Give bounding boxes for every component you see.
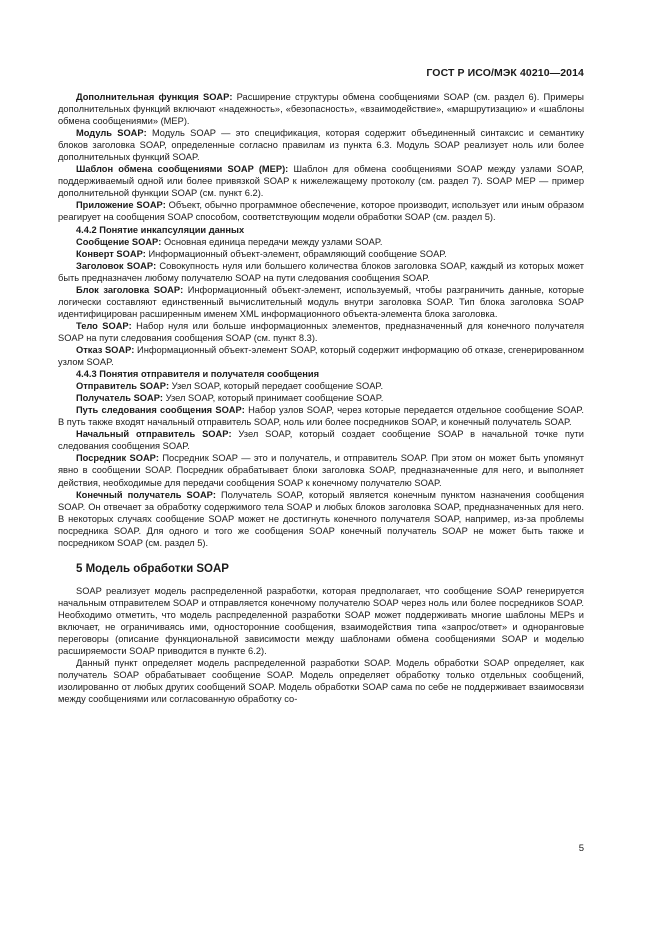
definition-term: Шаблон обмена сообщениями SOAP (MEP):	[76, 164, 289, 175]
definition-term: Путь следования сообщения SOAP:	[76, 405, 245, 416]
definition-paragraph	[58, 380, 584, 392]
section-heading-5: 5 Модель обработки SOAP	[76, 562, 229, 575]
subsection-heading-4-4-3: 4.4.3 Понятия отправителя и получателя сообщения	[76, 369, 320, 380]
definition-term: Получатель SOAP:	[76, 393, 164, 404]
definition-text: Модуль SOAP — это спецификация, которая содержит объединенный синтаксис и семантику блоков заголовка SOAP, определенные согласно правилам из пункта 6.3. Модуль SOAP реализует ноль или более дополнительных функций SOAP.	[58, 128, 584, 163]
definition-term: Приложение SOAP:	[76, 200, 166, 211]
definition-paragraph	[58, 392, 584, 404]
definition-text: Расширение структуры обмена сообщениями SOAP (см. раздел 6). Примеры дополнительных функций включают «надежность», «безопасность», «взаимодействие», «маршрутизацию» и «шаблоны обмена сообщениями» (MEP).	[58, 92, 584, 127]
definition-term: Дополнительная функция SOAP:	[76, 92, 233, 102]
definition-term: Сообщение SOAP:	[76, 236, 162, 247]
definition-term: Отказ SOAP:	[76, 344, 135, 355]
definition-text: Посредник SOAP — это и получатель, и отправитель SOAP. При этом он может быть упомянут явно в сообщении SOAP. Посредник обрабатывает блоки заголовка SOAP, предназначенные для него, и выполняет действия, необходимые для передачи сообщения SOAP к конечному получателю SOAP.	[58, 453, 585, 488]
page-number: 5	[578, 843, 584, 854]
body-paragraph: Данный пункт определяет модель распределенной разработки SOAP. Модель обработки SOAP определяет, как получатель SOAP обрабатывает сообщение SOAP. Модель определяет обработку только отдельных сообщений, изолированно от любых других сообщений SOAP. Модель обработки SOAP сама по себе не поддерживает взаимосвязи между сообщениями или согласованную обработку со-	[58, 658, 584, 705]
definition-paragraph	[58, 344, 584, 368]
definition-text: Объект, обычно программное обеспечение, которое производит, использует или иным образом реагирует на сообщения SOAP способом, соответствующим модели обработки SOAP (см. раздел 5).	[58, 200, 584, 223]
definition-term: Отправитель SOAP:	[76, 381, 170, 392]
page-content	[58, 91, 584, 705]
definition-paragraph	[58, 127, 584, 163]
body-paragraph: SOAP реализует модель распределенной разработки, которая предполагает, что сообщение SOAP генерируется начальным отправителем SOAP и отправляется конечному получателю SOAP через ноль или более посредников SOAP. Необходимо отметить, что модель распределенной разработки SOAP может поддерживать многие шаблоны MEPs и включает, не ограничиваясь ими, односторонние сообщения, взаимодействия типа «запрос/ответ» и одноранговые переговоры (описание функциональной зависимости между шаблонами обмена сообщениями SOAP и моделью расширяемости SOAP приводится в пункте 6.2).	[58, 585, 584, 657]
definition-text: Набор нуля или больше информационных элементов, предназначенный для конечного получателя SOAP на пути следования сообщения SOAP (см. пункт 8.3).	[58, 320, 584, 343]
definition-text: Информационный объект-элемент SOAP, который содержит информацию об отказе, сгенерированном узлом SOAP.	[58, 344, 584, 368]
definition-term: Тело SOAP:	[76, 320, 132, 331]
definition-text: Получатель SOAP, который является конечным пунктом назначения сообщения SOAP. Он отвечает за обработку содержимого тела SOAP и любых блоков заголовка SOAP, предназначенных для него. В некоторых случаях сообщение SOAP может не достигнуть конечного получателя SOAP, например, из-за проблемы посредника SOAP. Для одного и того же сообщения SOAP конечный получатель SOAP не может быть также и посредником SOAP (см. раздел 5).	[58, 489, 584, 548]
definition-text: Информационный объект-элемент, используемый, чтобы разграничить данные, которые логически составляют единственный вычислительный модуль внутри заголовка SOAP. Тип блока заголовка SOAP идентифицирован расширенным именем XML информационного объекта-элемента блока заголовка.	[58, 284, 584, 319]
definition-paragraph	[58, 91, 584, 127]
definition-term: Модуль SOAP:	[76, 128, 147, 139]
subsection-heading-4-4-2: 4.4.2 Понятие инкапсуляции данных	[76, 224, 245, 235]
definition-paragraph	[58, 284, 584, 320]
definition-paragraph	[58, 163, 584, 199]
definitions-group-c	[58, 380, 584, 549]
definition-paragraph	[58, 404, 584, 428]
definitions-group-a	[58, 91, 584, 224]
definition-text: Узел SOAP, который принимает сообщение SOAP.	[163, 393, 384, 404]
definition-text: Узел SOAP, который передает сообщение SOAP.	[169, 381, 384, 392]
definition-paragraph	[58, 489, 584, 549]
definition-paragraph	[58, 320, 584, 344]
definition-term: Посредник SOAP:	[76, 453, 159, 464]
definition-term: Начальный отправитель SOAP:	[76, 429, 232, 440]
definition-paragraph	[58, 260, 584, 284]
definition-paragraph	[58, 248, 584, 260]
document-header: ГОСТ Р ИСО/МЭК 40210—2014	[426, 67, 584, 79]
definition-text: Набор узлов SOAP, через которые передается отдельное сообщение SOAP. В путь также входят начальный отправитель SOAP, ноль или более посредников SOAP, и конечный получатель SOAP.	[58, 405, 584, 428]
definition-text: Основная единица передачи между узлами SOAP.	[161, 236, 383, 247]
definition-paragraph	[58, 236, 584, 248]
definition-term: Заголовок SOAP:	[76, 260, 157, 271]
definition-term: Конверт SOAP:	[76, 248, 146, 259]
definition-text: Информационный объект-элемент, обрамляющий сообщение SOAP.	[145, 248, 447, 259]
definition-term: Конечный получатель SOAP:	[76, 489, 216, 500]
definition-text: Совокупность нуля или большего количества блоков заголовка SOAP, каждый из которых может быть предназначен любому получателю SOAP на пути следования сообщения SOAP.	[58, 260, 584, 283]
definition-term: Блок заголовка SOAP:	[76, 284, 184, 295]
definition-text: Узел SOAP, который создает сообщение SOAP в начальной точке пути следования сообщения SOAP.	[58, 429, 584, 452]
definition-paragraph	[58, 428, 584, 452]
definition-paragraph	[58, 199, 584, 223]
definition-text: Шаблон для обмена сообщениями SOAP между узлами SOAP, поддерживаемый одной или более привязкой SOAP к нижележащему протоколу (см. раздел 7). SOAP MEP — пример дополнительной функции SOAP (см. пункт 6.2).	[58, 164, 584, 199]
definition-paragraph	[58, 452, 584, 488]
definitions-group-b	[58, 236, 584, 369]
